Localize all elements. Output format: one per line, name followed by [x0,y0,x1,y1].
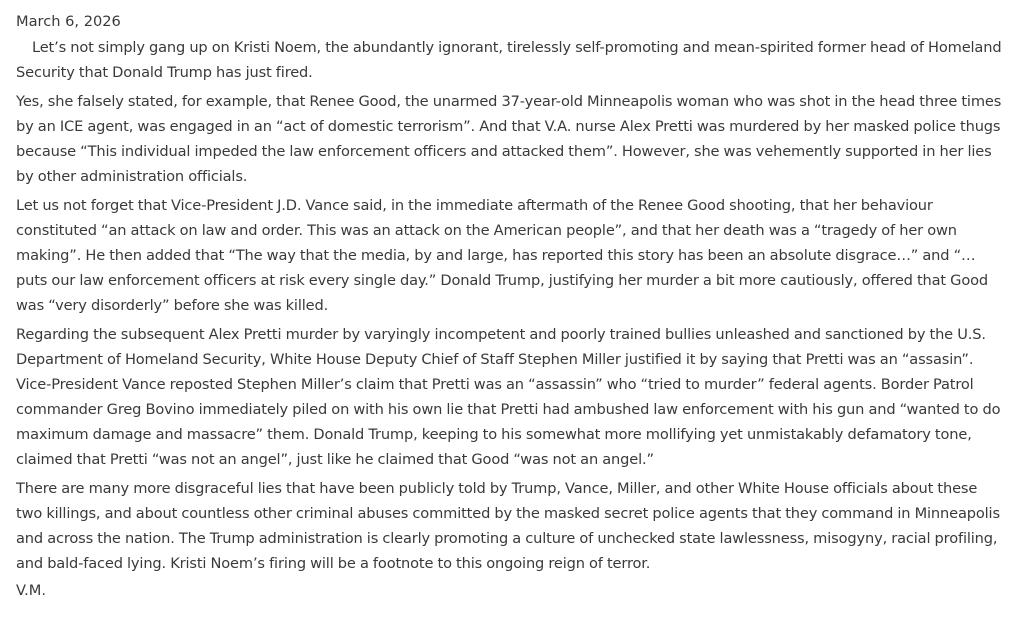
article-paragraph-4: Regarding the subsequent Alex Pretti murder by varyingly incompetent and poorly trained bullies unleashed and sanctioned by the U.S. Department of Homeland Security, White House Deputy Chief of Staff Stephen Miller justified it by saying that Pretti was an “assasin”. Vice-President Vance reposted Stephen Miller’s claim that Pretti was an “assassin” who “tried to murder” federal agents. Border Patrol commander Greg Bovino immediately piled on with his own lie that Pretti had ambushed law enforcement with his gun and “wanted to do maximum damage and massacre” them. Donald Trump, keeping to his somewhat more mollifying yet unmistakably defamatory tone, claimed that Pretti “was not an angel”, just like he claimed that Good “was not an angel.” [16,326,1001,468]
article-signature: V.M. [16,582,46,599]
article-paragraph-2: Yes, she falsely stated, for example, that Renee Good, the unarmed 37-year-old Minneapolis woman who was shot in the head three times by an ICE agent, was engaged in an “act of domestic terrorism”. And that V.A. nurse Alex Pretti was murdered by her masked police thugs because “This individual impeded the law enforcement officers and attacked them”. However, she was vehemently supported in her lies by other administration officials. [16,93,1002,185]
article-paragraph-5: There are many more disgraceful lies that have been publicly told by Trump, Vance, Miller, and other White House officials about these two killings, and about countless other criminal abuses committed by the masked secret police agents that they command in Minneapolis and across the nation. The Trump administration is clearly promoting a culture of unchecked state lawlessness, misogyny, racial profiling, and bald-faced lying. Kristi Noem’s firing will be a footnote to this ongoing reign of terror. [16,480,1000,572]
article-paragraph-3: Let us not forget that Vice-President J.D. Vance said, in the immediate aftermath of the Renee Good shooting, that her behaviour constituted “an attack on law and order. This was an attack on the American people”, and that her death was a “tragedy of her own making”. He then added that “The way that the media, by and large, has reported this story has been an absolute disgrace…” and “…puts our law enforcement officers at risk every single day.” Donald Trump, justifying her murder a bit more cautiously, offered that Good was “very disorderly” before she was killed. [16,197,989,314]
article-paragraph-1: Let’s not simply gang up on Kristi Noem, the abundantly ignorant, tirelessly self-promoting and mean-spirited former head of Homeland Security that Donald Trump has just fired. [16,39,1002,81]
article-date: March 6, 2026 [16,13,121,30]
